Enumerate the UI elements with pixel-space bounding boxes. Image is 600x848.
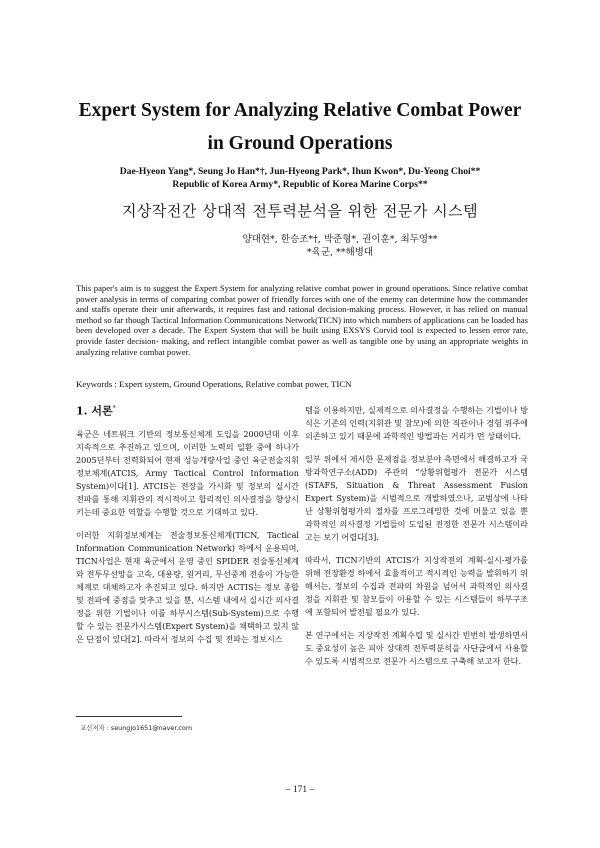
- abstract-text: This paper's aim is to suggest the Expert System for analyzing relative combat power in ground operations. Since relative combat power analysis in terms of comparing combat power of friendly forces with one of the enemy can determine how the commander and staffs operate their unit afterwards, it requires fast and rational decision-making process. However, it has relied on manual method so far though Tactical Information Communications Network(TICN) into which numbers of applications can be loaded has been developed over a decade. The Expert System that will be built using EXSYS Corvid tool is expected to lessen error rate, provide faster decision- making, and reflect intangible combat power as well as tangible one by using an appropriate weights in analyzing relative combat power.: [76, 283, 528, 357]
- authors-korean: 양대현*, 한승조*†, 박준형*, 권이훈*, 최두영**: [242, 234, 438, 245]
- authors-en: Dae-Hyeon Yang*, Seung Jo Han*†, Jun-Hyeong Park*, Ihun Kwon*, Du-Yeong Choi**: [119, 166, 481, 177]
- section-heading-sup: *: [112, 405, 116, 412]
- section-heading-text: 1. 서론: [76, 404, 113, 418]
- affiliations-korean: *육군, **해병대: [306, 247, 374, 258]
- paragraph: 따라서, TICN기반의 ATCIS가 지상작전의 계획-실시-평가를 위해 전장환경 하에서 효율적이고 적시적인 능력을 발휘하기 위해서는, 정보의 수집과 전파의 차원을 넘어서 과학적인 의사결정을 지휘관 및 참모들이 이용할 수 있는 시스템들이 하부구조에 포함되어 발전될 필요가 있다.: [305, 555, 528, 617]
- title-line-2: in Ground Operations: [207, 133, 393, 154]
- page-number: – 171 –: [285, 785, 315, 795]
- paragraph: 본 연구에서는 지상작전 계획수립 및 실시간 빈번히 발생하면서도 중요성이 높은 피아 상대적 전투력분석을 사단급에서 사용할 수 있도록 시범적으로 전문가 시스템으로 구축해 보고자 한다.: [305, 630, 528, 666]
- paragraph: 육군은 네트워크 기반의 정보통신체계 도입을 2000년대 이후 지속적으로 추진하고 있으며, 이러한 노력의 일환 중에 하나가 2005년부터 전력화되어 현재 성능개량사업 중인 육군전술지휘정보체계(ATCIS, Army Tactical Control Information System)이다[1]. ATCIS는 전장을 가시화 및 정보의 실시간 전파를 통해 지휘관의 적시적이고 합리적인 의사결정을 향상시키는데 중요한 역할을 수행할 것으로 기대하고 있다.: [76, 428, 299, 517]
- affiliations-en: Republic of Korea Army*, Republic of Korea Marine Corps**: [172, 179, 428, 190]
- title-line-1: Expert System for Analyzing Relative Combat Power: [78, 100, 522, 121]
- title-korean: 지상작전간 상대적 전투력분석을 위한 전문가 시스템: [121, 202, 479, 220]
- keywords: Keywords : Expert system, Ground Operations, Relative combat power, TICN: [76, 379, 352, 389]
- footnote: 교신저자 : seungjo1651@naver.com: [80, 724, 193, 732]
- right-column: [305, 404, 528, 678]
- footnote-divider: [76, 716, 182, 717]
- left-column: [76, 402, 299, 656]
- paragraph: 이러한 지휘정보체계는 전술정보통신체계(TICN, Tactical Information Communication Network) 하에서 운용되며, TICN사업은 현재 육군에서 운영 중인 SPIDER 전술통신체계와 전투무선망을 고속, 대용량, 원거리, 무선중계 전송이 가능한 체계로 대체하고자 추진되고 있다. 하지만 ACTIS는 정보 종합 및 전파에 중점을 맞추고 있을 뿐, 시스템 내에서 실시간 의사결정을 위한 기법이나 이를 하부시스템(Sub-System)으로 수행할 수 있는 전문가시스템(Expert System)을 채택하고 있지 않은 단점이 있다[2]. 따라서 정보의 수집 및 전파는 정보시스: [76, 529, 299, 644]
- section-heading: [76, 402, 299, 419]
- paragraph: 일부 위에서 제시한 문제점을 정보분야 측면에서 해결하고자 국방과학연구소(ADD) 주관의 “상황위협평가 전문가 시스템(STAFS, Situation & Threat Assessment Fusion Expert System)을 시범적으로 개발하였으나, 교범상에 나타난 상황위협평가의 절차를 프로그래밍한 것에 머물고 있을 뿐 과학적인 의사결정 기법들이 도입된 진정한 전문가 시스템이라고는 보기 어렵다[3].: [305, 454, 528, 542]
- paragraph: 템을 이용하지만, 실제적으로 의사결정을 수행하는 기법이나 방식은 기존의 인력(지휘관 및 참모)에 의한 직관이나 경험 위주에 의존하고 있기 때문에 과학적인 방법과는 거리가 먼 상태이다.: [305, 405, 528, 441]
- abstract: [76, 283, 528, 357]
